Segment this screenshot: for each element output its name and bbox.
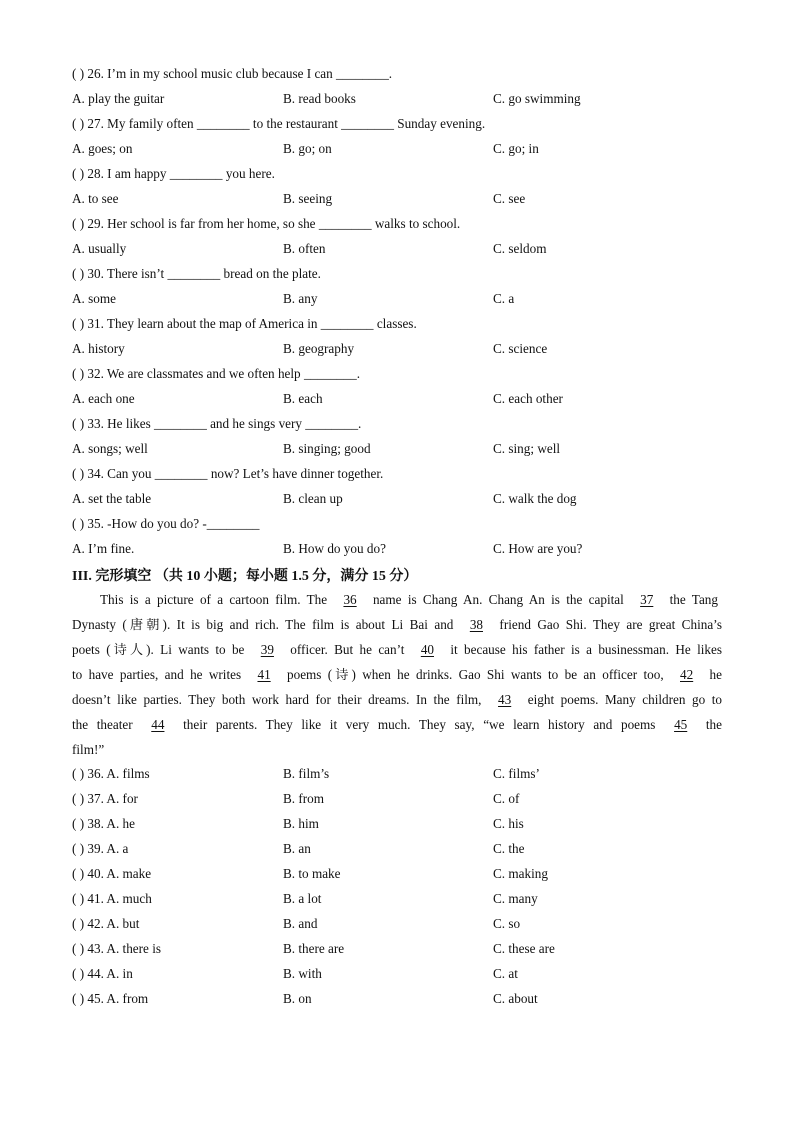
option-b: B. him <box>283 816 319 831</box>
question-35-stem: ( ) 35. -How do you do? -________ <box>72 516 260 531</box>
option-a: A. to see <box>72 191 119 206</box>
option-c: C. a <box>493 291 515 306</box>
cloze-stem: ( ) 37. A. for <box>72 791 138 806</box>
question-34-stem: ( ) 34. Can you ________ now? Let’s have dinner together. <box>72 466 384 481</box>
option-b: B. go; on <box>283 141 332 156</box>
option-a: A. goes; on <box>72 141 133 156</box>
option-a: A. songs; well <box>72 441 148 456</box>
option-c: C. science <box>493 341 548 356</box>
cloze-stem: ( ) 45. A. from <box>72 991 149 1006</box>
cloze-stem: ( ) 43. A. there is <box>72 941 161 956</box>
option-a: A. some <box>72 291 116 306</box>
option-c: C. seldom <box>493 241 547 256</box>
question-28-options <box>72 191 732 209</box>
option-c: C. his <box>493 816 524 831</box>
option-a: A. usually <box>72 241 127 256</box>
option-a: A. each one <box>72 391 135 406</box>
question-26-options <box>72 91 732 109</box>
option-c: C. these are <box>493 941 555 956</box>
cloze-stem: ( ) 38. A. he <box>72 816 135 831</box>
option-c: C. so <box>493 916 521 931</box>
passage-line-6: the theater 44 their parents. They like it very much. They say, “we learn history and poems 45 the <box>72 717 722 732</box>
question-34-options <box>72 491 732 509</box>
cloze-42 <box>72 916 732 934</box>
passage-line-3: poets (诗人). Li wants to be 39 officer. But he can’t 40 it because his father is a businessman. He likes <box>72 642 722 657</box>
option-c: C. at <box>493 966 518 981</box>
option-b: B. singing; good <box>283 441 371 456</box>
question-32-options <box>72 391 732 409</box>
option-c: C. of <box>493 791 520 806</box>
option-b: B. read books <box>283 91 356 106</box>
cloze-38 <box>72 816 732 834</box>
question-35-options <box>72 541 732 559</box>
cloze-37 <box>72 791 732 809</box>
cloze-stem: ( ) 40. A. make <box>72 866 152 881</box>
option-b: B. film’s <box>283 766 330 781</box>
question-33-stem: ( ) 33. He likes ________ and he sings very ________. <box>72 416 362 431</box>
option-b: B. and <box>283 916 318 931</box>
option-a: A. history <box>72 341 125 356</box>
cloze-stem: ( ) 36. A. films <box>72 766 150 781</box>
section-3-heading: III. 完形填空 （共 10 小题；每小题 1.5 分，满分 15 分） <box>72 569 418 584</box>
option-c: C. the <box>493 841 525 856</box>
question-27-options <box>72 141 732 159</box>
option-b: B. on <box>283 991 312 1006</box>
question-31-stem: ( ) 31. They learn about the map of America in ________ classes. <box>72 316 417 331</box>
cloze-stem: ( ) 42. A. but <box>72 916 140 931</box>
question-29-options <box>72 241 732 259</box>
option-c: C. making <box>493 866 548 881</box>
option-b: B. with <box>283 966 322 981</box>
option-c: C. see <box>493 191 526 206</box>
question-26-stem: ( ) 26. I’m in my school music club because I can ________. <box>72 66 393 81</box>
option-c: C. films’ <box>493 766 540 781</box>
passage-line-4: to have parties, and he writes 41 poems (诗) when he drinks. Gao Shi wants to be an officer too, 42 he <box>72 667 722 682</box>
question-27-stem: ( ) 27. My family often ________ to the restaurant ________ Sunday evening. <box>72 116 486 131</box>
cloze-stem: ( ) 39. A. a <box>72 841 129 856</box>
option-b: B. there are <box>283 941 345 956</box>
option-b: B. a lot <box>283 891 322 906</box>
blank-43: 43 <box>498 692 512 707</box>
option-b: B. seeing <box>283 191 333 206</box>
option-c: C. sing; well <box>493 441 561 456</box>
blank-36: 36 <box>343 592 357 607</box>
option-b: B. from <box>283 791 325 806</box>
option-a: A. set the table <box>72 491 152 506</box>
cloze-stem: ( ) 44. A. in <box>72 966 133 981</box>
option-a: A. I’m fine. <box>72 541 135 556</box>
question-31-options <box>72 341 732 359</box>
question-28-stem: ( ) 28. I am happy ________ you here. <box>72 166 275 181</box>
cloze-43 <box>72 941 732 959</box>
option-b: B. clean up <box>283 491 343 506</box>
question-30-stem: ( ) 30. There isn’t ________ bread on the plate. <box>72 266 321 281</box>
passage-line-5: doesn’t like parties. They both work hard for their dreams. In the film, 43 eight poems. Many children go to <box>72 692 723 707</box>
question-29-stem: ( ) 29. Her school is far from her home, so she ________ walks to school. <box>72 216 461 231</box>
option-c: C. each other <box>493 391 563 406</box>
option-b: B. How do you do? <box>283 541 386 556</box>
question-30-options <box>72 291 732 309</box>
blank-41: 41 <box>257 667 271 682</box>
blank-40: 40 <box>420 642 434 657</box>
option-b: B. geography <box>283 341 355 356</box>
option-c: C. many <box>493 891 538 906</box>
passage-line-1: This is a picture of a cartoon film. The 36 name is Chang An. Chang An is the capital 37 the Tang <box>100 592 718 607</box>
cloze-39 <box>72 841 732 859</box>
cloze-40 <box>72 866 732 884</box>
question-33-options <box>72 441 732 459</box>
option-b: B. each <box>283 391 323 406</box>
cloze-45 <box>72 991 732 1009</box>
option-a: A. play the guitar <box>72 91 165 106</box>
passage-line-2: Dynasty (唐朝). It is big and rich. The film is about Li Bai and 38 friend Gao Shi. They are great China’s <box>72 617 722 632</box>
blank-37: 37 <box>640 592 654 607</box>
option-c: C. about <box>493 991 538 1006</box>
cloze-stem: ( ) 41. A. much <box>72 891 152 906</box>
blank-42: 42 <box>680 667 694 682</box>
option-c: C. go swimming <box>493 91 581 106</box>
blank-45: 45 <box>674 717 688 732</box>
blank-38: 38 <box>469 617 483 632</box>
blank-39: 39 <box>260 642 274 657</box>
passage-line-7: film!” <box>72 742 105 757</box>
option-b: B. often <box>283 241 326 256</box>
cloze-44 <box>72 966 732 984</box>
option-b: B. an <box>283 841 311 856</box>
option-c: C. How are you? <box>493 541 583 556</box>
blank-44: 44 <box>151 717 165 732</box>
cloze-41 <box>72 891 732 909</box>
option-b: B. any <box>283 291 318 306</box>
question-32-stem: ( ) 32. We are classmates and we often help ________. <box>72 366 360 381</box>
option-c: C. go; in <box>493 141 539 156</box>
option-b: B. to make <box>283 866 341 881</box>
cloze-36 <box>72 766 732 784</box>
option-c: C. walk the dog <box>493 491 577 506</box>
